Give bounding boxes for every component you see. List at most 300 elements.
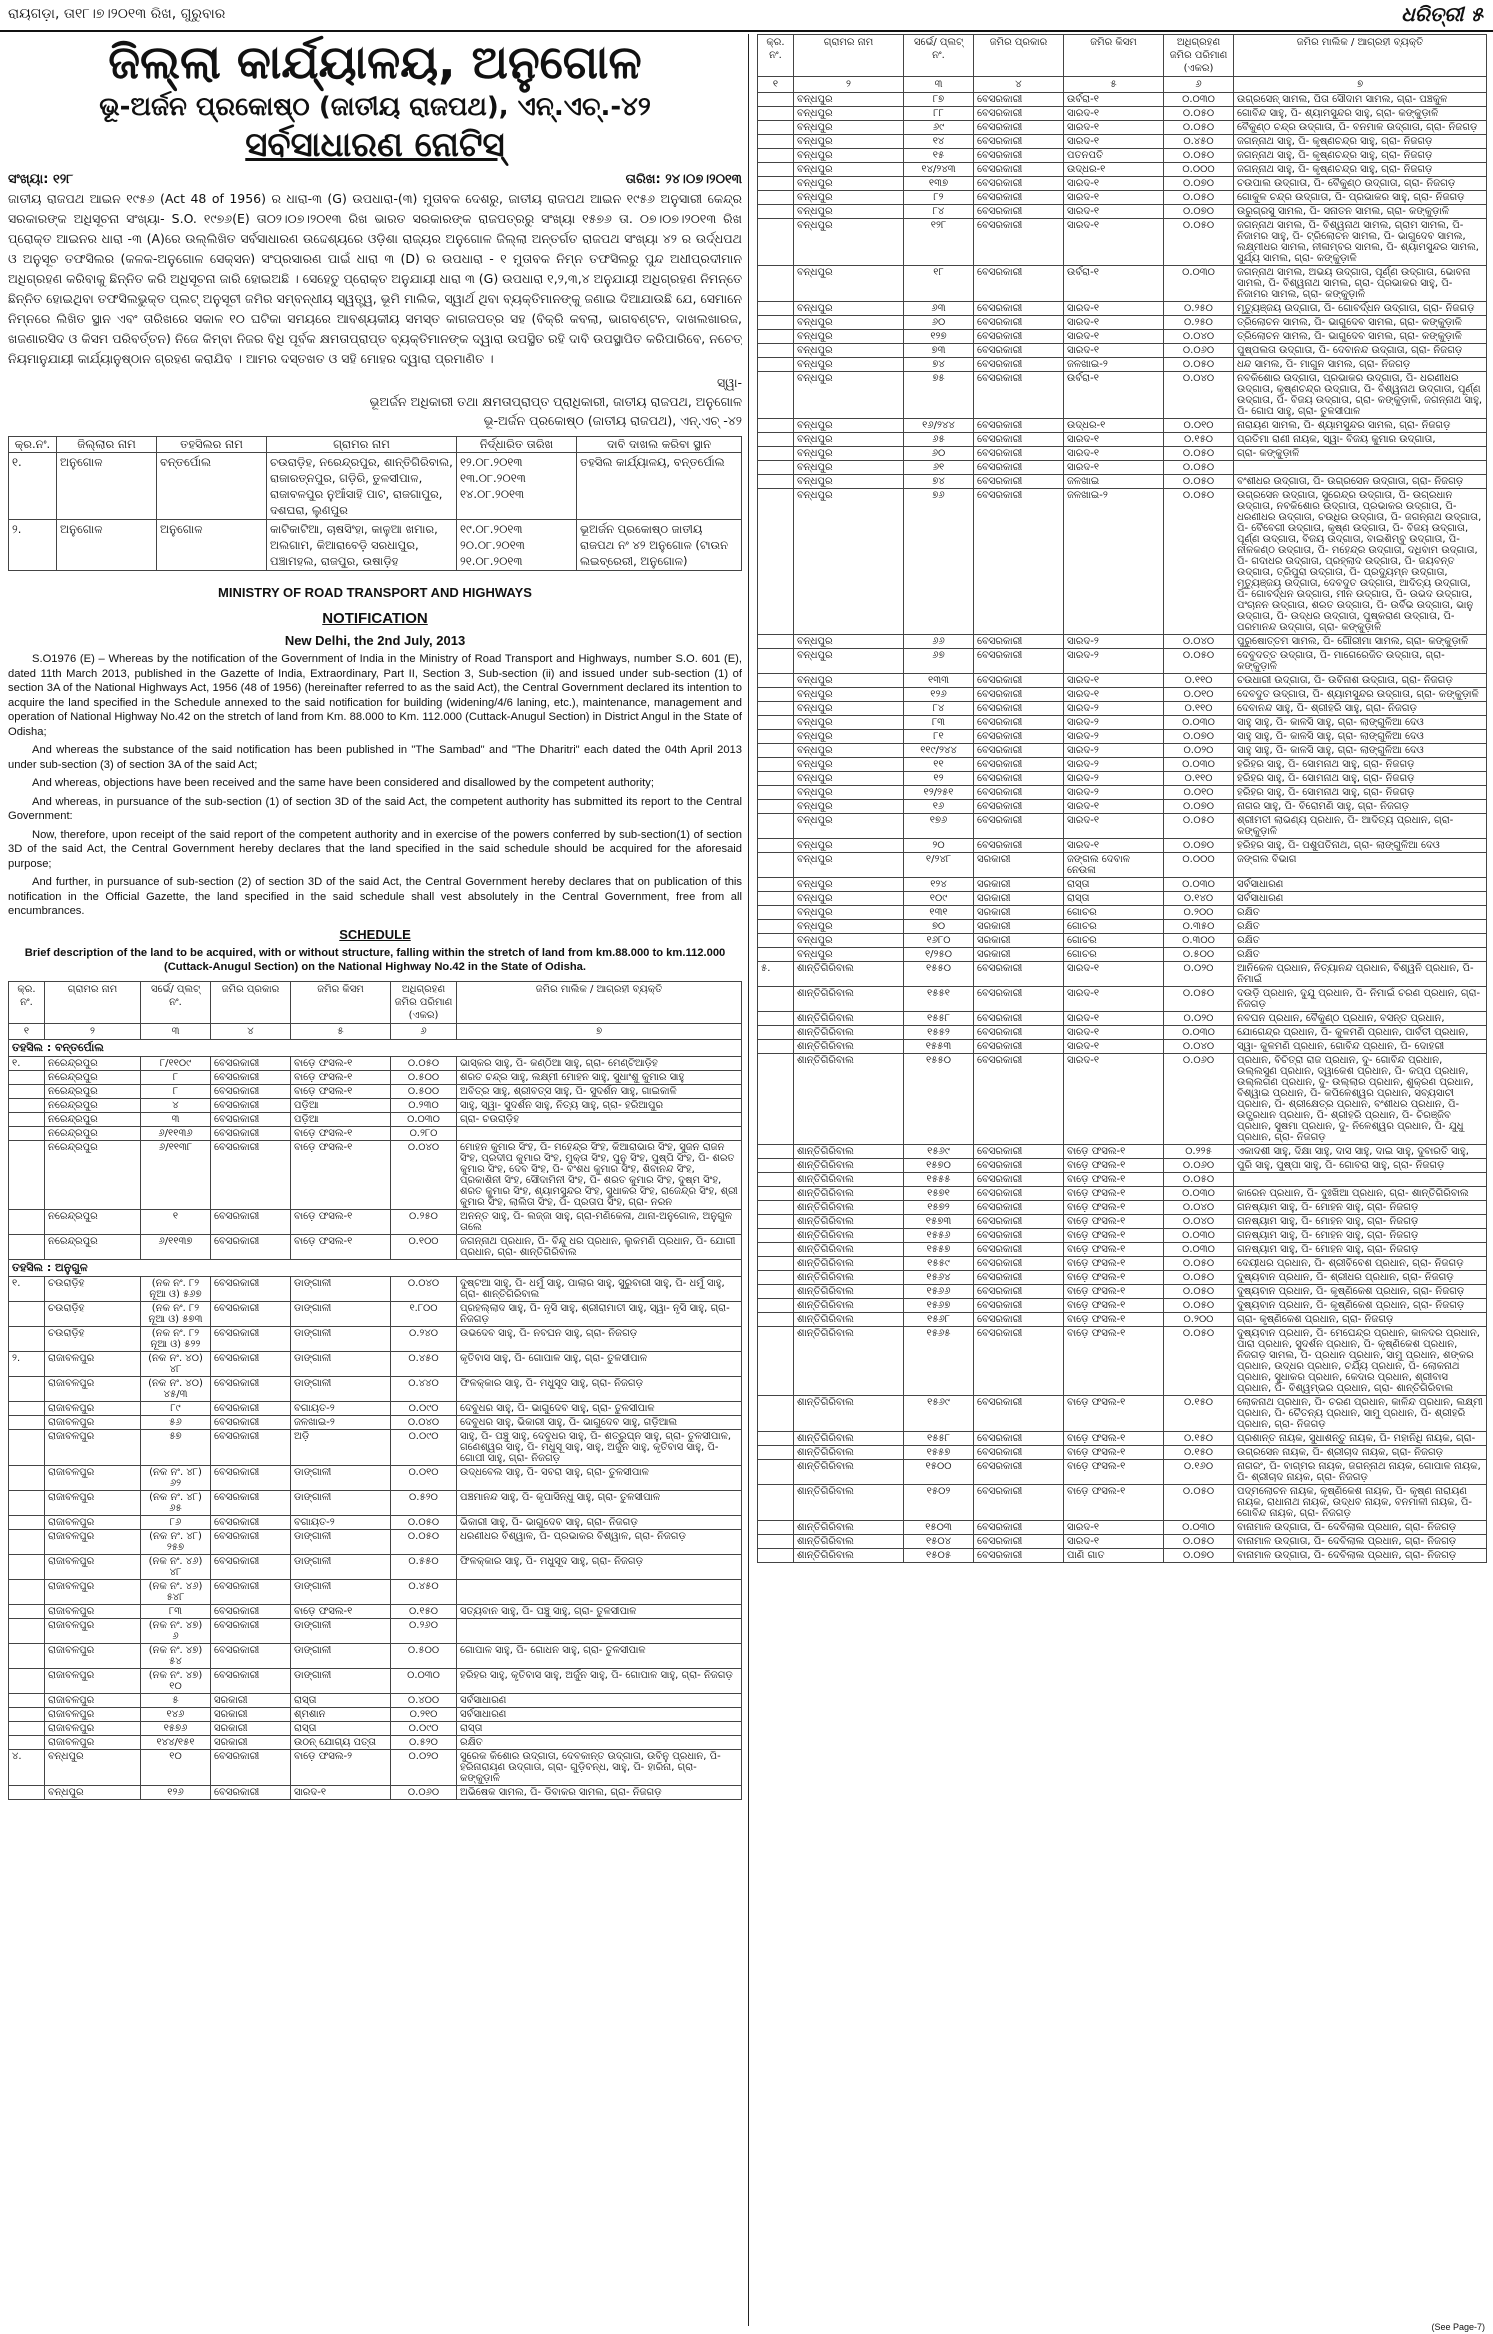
table-row: [758, 744, 1487, 758]
schedule-cell: ୦.୪୫୦: [391, 1351, 457, 1376]
schedule-cell: (ନକ ନଂ. ୪୦) ୪୮: [141, 1351, 211, 1376]
continuation-note: (See Page-7): [1431, 2322, 1485, 2332]
schedule-cell: [758, 1485, 794, 1521]
schedule-cell: ୧୮: [904, 266, 974, 302]
schedule-cell: ୪.: [9, 1749, 45, 1785]
schedule-cell: ବାଡ଼େ ଫସଲ-୧: [1064, 1327, 1164, 1396]
schedule-cell: [758, 892, 794, 906]
schedule-cell: ୧୩୩: [904, 674, 974, 688]
schedule-cell: ରାସ୍ତା: [1064, 878, 1164, 892]
schedule-cell: ସାହୁ ସାହୁ, ପି- କାଳସି ସାହୁ, ଗ୍ରା- ଲାଙ୍ଗୁଳିଆ ଦେଓ: [1234, 730, 1487, 744]
schedule-cell: ୪: [141, 1098, 211, 1112]
schedule-cell: ଚଉରାଡ଼ିହ: [45, 1301, 141, 1326]
schedule-cell: [9, 1126, 45, 1140]
schedule-cell: ବେସରକାରୀ: [211, 1643, 291, 1668]
table-row: [9, 1618, 742, 1643]
schedule-cell: ଦେବାନନ୍ଦ ସାହୁ, ପି- ଶ୍ରୀହରି ସାହୁ, ଗ୍ରା- ନିଜଗଡ଼: [1234, 702, 1487, 716]
schedule-cell: ବନ୍ଧପୁର: [794, 177, 904, 191]
schedule-cell: ସାରଦ-୨: [1064, 772, 1164, 786]
schedule-cell: ଗୋଚର: [1064, 934, 1164, 948]
schedule-cell: ବନ୍ଧପୁର: [794, 149, 904, 163]
table-row: [758, 987, 1487, 1012]
schedule-cell: ରାଜାବଳପୁର: [45, 1401, 141, 1415]
schedule-cell: [758, 702, 794, 716]
camp-cell: ୧୯.୦୮.୨୦୧୩ ୨୦.୦୮.୨୦୧୩ ୨୧.୦୮.୨୦୧୩: [457, 520, 577, 571]
schedule-cell: ୮୪: [904, 205, 974, 219]
schedule-cell: ଡାଙ୍ଗାଳୀ: [291, 1643, 391, 1668]
table-row: [758, 489, 1487, 635]
schedule-cell: [758, 649, 794, 674]
schedule-cell: (ନକ ନଂ. ୪୦) ୪୫/୩: [141, 1376, 211, 1401]
schedule-cell: ୧୫: [904, 149, 974, 163]
schedule-cell: [758, 1535, 794, 1549]
schedule-header-cell: ଜମିର ପ୍ରକାର: [211, 981, 291, 1023]
table-row: [758, 839, 1487, 853]
schedule-cell: ନରେନ୍ଦ୍ରପୁର: [45, 1056, 141, 1070]
table-row: [9, 1693, 742, 1707]
schedule-cell: ବାଡ଼େ ଫସଲ-୧: [291, 1084, 391, 1098]
table-row: [758, 1485, 1487, 1521]
schedule-cell: (ନକ ନଂ. ୪୬) ୪୮: [141, 1554, 211, 1579]
schedule-cell: ୦.୦୩୦: [1164, 93, 1234, 107]
schedule-cell: ୦.୨୮୦: [391, 1126, 457, 1140]
schedule-cell: ଡାଙ୍ଗାଳୀ: [291, 1490, 391, 1515]
schedule-cell: ୦.୦୪୦: [391, 1276, 457, 1301]
schedule-cell: ଶାନ୍ତିଗିରିବାଲ: [794, 1485, 904, 1521]
schedule-cell: ସାରଦ-୧: [1064, 1012, 1164, 1026]
schedule-header-cell: କ୍ର. ନଂ.: [9, 981, 45, 1023]
schedule-cell: ଶାନ୍ତିଗିରିବାଲ: [794, 1327, 904, 1396]
schedule-cell: ବେସରକାରୀ: [974, 121, 1064, 135]
table-row: [9, 1415, 742, 1429]
schedule-cell: ରାଜାବଳପୁର: [45, 1604, 141, 1618]
schedule-cell: ବେସରକାରୀ: [974, 1271, 1064, 1285]
table-row: [758, 730, 1487, 744]
schedule-cell: ଶାନ୍ତିଗିରିବାଲ: [794, 987, 904, 1012]
schedule-cell: ଜଙ୍ଗଲ ଦେବାଳ ନେଉଳା: [1064, 853, 1164, 878]
schedule-cell: ବେସରକାରୀ: [974, 1549, 1064, 1563]
schedule-cell: ବନ୍ଧପୁର: [794, 948, 904, 962]
schedule-cell: ଡାଙ୍ଗାଳୀ: [291, 1301, 391, 1326]
table-row: [9, 1785, 742, 1799]
schedule-cell: ୦.୦୩୦: [391, 1668, 457, 1693]
schedule-cell: [758, 1012, 794, 1026]
schedule-cell: ରାଜାବଳପୁର: [45, 1579, 141, 1604]
schedule-cell: ନବକିଶୋର ଉଦ୍ଗାତା, ପ୍ରଭାକର ଉଦ୍ଗାତା, ପି- ଧରଣୀଧର ଉଦ୍ଗାତା, କୃଷ୍ଣଚନ୍ଦ୍ର ଉଦ୍ଗାତା, ପି- ବିଶ୍ୱନାଥ ଉଦ୍ଗାତା, ପୂର୍ଣ୍ଣ ଉଦ୍ଗାତା, ପି- ବିଜୟ ଉଦ୍ଗାତା, ଗ୍ରା- କଙ୍କୁଡ଼ାଳି, ଜଗନ୍ନାଥ ସାହୁ, ପି- ଗୋପ ସାହୁ, ଗ୍ରା- ତୁଳସୀପାଳ: [1234, 372, 1487, 419]
schedule-cell: ସାରଦ-୧: [1064, 674, 1164, 688]
schedule-cell: ଅବିତ୍ର ସାହୁ, ଶ୍ରୀବତ୍ସ ସାହୁ, ପି- ସୁଦର୍ଶନ ସାହୁ, ଗାଇକାଳି: [457, 1084, 742, 1098]
schedule-cell: ୦.୦୪୦: [1164, 635, 1234, 649]
schedule-cell: ସାରଦ-୧: [1064, 219, 1164, 266]
schedule-cell: ୦.୧୧୦: [1164, 674, 1234, 688]
schedule-cell: ବାନାମାଳ ଉଦ୍ଗାତା, ପି- ଦେବିଲାଲ ପ୍ରଧାନ, ଗ୍ରା- ନିଜଗଡ଼: [1234, 1535, 1487, 1549]
schedule-cell: ଶାନ୍ତିଗିରିବାଲ: [794, 1054, 904, 1145]
schedule-cell: ସରକାରୀ: [974, 892, 1064, 906]
schedule-cell: ୧୫୫୭: [904, 1243, 974, 1257]
schedule-cell: ୦.୦୩୦: [391, 1112, 457, 1126]
schedule-cell: ବନ୍ଧପୁର: [794, 330, 904, 344]
schedule-cell: ପୁଷ୍ପଲତା ଉଦ୍ଗାତା, ପି- ଦେବାନନ୍ଦ ଉଦ୍ଗାତା, ଗ୍ରା- ନିଜଗଡ଼: [1234, 344, 1487, 358]
schedule-cell: ବାଡ଼େ ଫସଲ-୧: [1064, 1446, 1164, 1460]
schedule-cell: (ନକ ନଂ. ୪୮) ୬୫: [141, 1490, 211, 1515]
schedule-cell: (ନକ ନଂ. ୪୭) ୬: [141, 1618, 211, 1643]
schedule-cell: [758, 475, 794, 489]
schedule-cell: ବେସରକାରୀ: [974, 649, 1064, 674]
schedule-cell: ବନ୍ଧପୁର: [794, 702, 904, 716]
schedule-cell: ଶାନ୍ତିଗିରିବାଲ: [794, 962, 904, 987]
schedule-cell: ୧୦୯: [904, 892, 974, 906]
schedule-cell: [9, 1735, 45, 1749]
schedule-header-cell: କ୍ର. ନଂ.: [758, 35, 794, 77]
schedule-column-numbers: [758, 77, 1487, 93]
signature-block: [8, 373, 742, 430]
schedule-cell: [758, 1201, 794, 1215]
schedule-cell: ବେସରକାରୀ: [974, 107, 1064, 121]
schedule-cell: ୦.୦୫୦: [1164, 107, 1234, 121]
schedule-cell: ୧୫୭୩: [904, 1215, 974, 1229]
schedule-cell: [758, 149, 794, 163]
schedule-cell: (ନକ ନଂ. ୮୨ ନୂଆ ଓ) ୫୬୭: [141, 1276, 211, 1301]
schedule-cell: ବେସରକାରୀ: [211, 1351, 291, 1376]
schedule-cell: ଚଉଧାରୀ ଉଦ୍ଗାତା, ପି- ଉବିନାଶ ଉଦ୍ଗାତା, ଗ୍ରା- ନିଜଗଡ଼: [1234, 674, 1487, 688]
schedule-cell: ବନ୍ଧପୁର: [794, 461, 904, 475]
table-row: [758, 920, 1487, 934]
schedule-cell: [9, 1604, 45, 1618]
table-row: [758, 1271, 1487, 1285]
schedule-cell: ୫: [141, 1693, 211, 1707]
schedule-cell: ଗୋଚର: [1064, 920, 1164, 934]
schedule-column-numbers: [9, 1023, 742, 1039]
schedule-cell: ଶରତ ଚନ୍ଦ୍ର ସାହୁ, ଲକ୍ଷ୍ମୀ ମୋହନ ସାହୁ, ସୁଧାଂଶୁ କୁମାର ସାହୁ: [457, 1070, 742, 1084]
table-row: [758, 302, 1487, 316]
schedule-header-cell: ଗ୍ରାମର ନାମ: [794, 35, 904, 77]
table-row: [758, 934, 1487, 948]
schedule-cell: ୦.୫୨୦: [391, 1735, 457, 1749]
schedule-cell: [9, 1643, 45, 1668]
schedule-cell: [457, 1618, 742, 1643]
schedule-cell: ରାସ୍ତା: [457, 1721, 742, 1735]
schedule-cell: ୦.୦୬୦: [1164, 1054, 1234, 1145]
schedule-cell: [758, 920, 794, 934]
schedule-cell: ବାଡ଼େ ଫସଲ-୧: [1064, 1243, 1164, 1257]
table-row: [9, 1276, 742, 1301]
column-divider: [748, 34, 749, 2326]
schedule-cell: ୧୫୦୫: [904, 1549, 974, 1563]
schedule-cell: ୦.୦୭୦: [1164, 800, 1234, 814]
schedule-cell: [9, 1693, 45, 1707]
schedule-cell: ଡାଙ୍ଗାଳୀ: [291, 1618, 391, 1643]
notification-paragraph: S.O1976 (E) – Whereas by the notification of the Government of India in the Ministry of Road Transport and Highways, number S.O. 601 (E), dated 11th March 2013, published in the Gazette of India, Extraordinary, Part II, Section 3, Sub-section (ii) and issued under sub-section (1) of section 3A of the National Highways Act, 1956 (48 of 1956) (hereinafter referred to as the said Act), the Central Government declared its intention to acquire the land specified in the Schedule annexed to the said notification for building (widening/4/6 laning, etc.), maintenance, management and operation of National Highway No.42 on the stretch of land from Km. 88.000 to Km. 112.000 (Cuttack-Anugul Section) in District Angul in the State of Odisha;: [8, 653, 742, 738]
table-row: [758, 149, 1487, 163]
table-row: [758, 177, 1487, 191]
schedule-cell: ୦.୧୫୦: [1164, 1396, 1234, 1432]
table-row: [758, 419, 1487, 433]
schedule-cell: [758, 1285, 794, 1299]
office-title: ଜିଲ୍ଲା କାର୍ଯ୍ୟାଳୟ, ଅନୁଗୋଳ: [108, 35, 642, 89]
schedule-cell: ୧୫୦୪: [904, 1535, 974, 1549]
schedule-cell: [758, 934, 794, 948]
schedule-cell: ସତ୍ୟବାନ ସାହୁ, ପି- ପଞ୍ଚୁ ସାହୁ, ଗ୍ରା- ତୁଳସୀପାଳ: [457, 1604, 742, 1618]
schedule-cell: ବେସରକାରୀ: [974, 1159, 1064, 1173]
table-row: [758, 191, 1487, 205]
schedule-body-right: [758, 93, 1487, 1563]
table-row: [758, 1012, 1487, 1026]
schedule-cell: ବାଡ଼େ ଫସଲ-୧: [1064, 1396, 1164, 1432]
schedule-cell: ଭାସ୍କର ସାହୁ, ପି- କଣ୍ଠିଆ ସାହୁ, ଗ୍ରା- ମେଣ୍ଟିଆଡ଼ିହ: [457, 1056, 742, 1070]
schedule-cell: ୧୫୭୨: [904, 1201, 974, 1215]
schedule-cell: ଦେବୁଦତ୍ତ ଉଦ୍ଗାତା, ପି- ମାଗେରେଜିତ ଉଦ୍ଗାତା, ଗ୍ରା- କଙ୍କୁଡ଼ାଳି: [1234, 649, 1487, 674]
schedule-cell: ବାଡ଼େ ଫସଲ-୨: [291, 1749, 391, 1785]
table-row: [758, 1327, 1487, 1396]
schedule-cell: [9, 1326, 45, 1351]
schedule-cell: ବନ୍ଧପୁର: [794, 489, 904, 635]
schedule-cell: ବେସରକାରୀ: [974, 461, 1064, 475]
schedule-cell: ୧୫୦୩: [904, 1521, 974, 1535]
schedule-cell: ୦.୦୫୦: [1164, 358, 1234, 372]
schedule-cell: ନବଘନ ପ୍ରଧାନ, ବୈକୁଣ୍ଠ ପ୍ରଧାନ, ବସନ୍ତ ପ୍ରଧାନ,: [1234, 1012, 1487, 1026]
schedule-cell: ଡାଙ୍ଗାଳୀ: [291, 1326, 391, 1351]
table-row: [9, 1643, 742, 1668]
schedule-cell: ଗୋଚର: [1064, 906, 1164, 920]
reference-line: [8, 172, 742, 187]
notification-paragraph: And further, in pursuance of sub-section (2) of section 3D of the said Act, the Central Government hereby declares that on publication of this notification in the Official Gazette, the land specified in the said schedule shall vest absolutely in the Central Government, free from all encumbrances.: [8, 876, 742, 917]
schedule-cell: ଦୁଷ୍ୟବାନ ପ୍ରଧାନ, ପି- ମେଘେନ୍ଦ୍ର ପ୍ରଧାନ, କାଳଦର ପ୍ରଧାନ, ପାରା ପ୍ରଧାନ, ସୁଦର୍ଶନ ପ୍ରଧାନ, ପି- କୃଷ୍ଣିକେଶ ପ୍ରଧାନ, ନିଜଗଡ଼ ସାମଲ, ପି- ପ୍ରଧାନ ପ୍ରଧାନ, ସାମୁ ପ୍ରଧାନ, ଶଙ୍କର ପ୍ରଧାନ, ଉଦ୍ଧର ପ୍ରଧାନ, ଚର୍ଯ୍ୟି ପ୍ରଧାନ, ପି- ଲୋକନାଥ ପ୍ରଧାନ, ସୁଧାକର ପ୍ରଧାନ, କେଦାର ପ୍ରଧାନ, ଶ୍ରୀବାସ ପ୍ରଧାନ, ପି- ବିଶ୍ୱମ୍ଭର ପ୍ରଧାନ, ଗ୍ରା- ଶାନ୍ତିଗିରିବାଲ: [1234, 1327, 1487, 1396]
schedule-cell: ଉଦ୍ଧର-୧: [1064, 163, 1164, 177]
schedule-cell: [9, 1721, 45, 1735]
schedule-cell: [758, 730, 794, 744]
schedule-cell: ବନ୍ଧପୁର: [794, 205, 904, 219]
schedule-cell: ପ୍ରହଲ୍ଲାଦ ସାହୁ, ପି- ନୃସି ସାହୁ, ଶ୍ରୀରାମାତୀ ସାହୁ, ସ୍ୱା- ନୃସି ସାହୁ, ଗ୍ରା- ନିଜଗଡ଼: [457, 1301, 742, 1326]
schedule-cell: ରକ୍ଷିତ: [1234, 948, 1487, 962]
schedule-cell: ବେସରକାରୀ: [974, 800, 1064, 814]
schedule-cell: [9, 1465, 45, 1490]
schedule-cell: (ନକ ନଂ. ୪୭) ୫୪: [141, 1643, 211, 1668]
schedule-cell: ୦.୦୫୦: [1164, 1535, 1234, 1549]
schedule-cell: ୧୫୬୪: [904, 1271, 974, 1285]
schedule-column-number: ୬: [1164, 77, 1234, 93]
schedule-cell: [758, 372, 794, 419]
schedule-cell: ଗନଷ୍ୟାମ ସାହୁ, ପି- ମୋହନ ସାହୁ, ଗ୍ରା- ନିଜଗଡ଼: [1234, 1229, 1487, 1243]
table-row: [758, 1535, 1487, 1549]
schedule-cell: ବନ୍ଧପୁର: [794, 853, 904, 878]
schedule-cell: ୦.୦୫୦: [1164, 475, 1234, 489]
schedule-cell: ବେସରକାରୀ: [974, 1299, 1064, 1313]
camp-table-header: [9, 437, 742, 453]
schedule-cell: [9, 1415, 45, 1429]
table-row: [758, 962, 1487, 987]
schedule-cell: ପ୍ରଧାନ, ବିଚିତ୍ରା ରାଜ ପ୍ରଧାନ, ଦୁ- ଗୋବିନ୍ଦ ପ୍ରଧାନ, ଉଲ୍ଲସୁଣ ପ୍ରଧାନ, ଦ୍ୱାକେଶ ପ୍ରଧାନ, ପି- କପ୍ପ ପ୍ରଧାନ, ଉଲ୍ଲଗଣ ପ୍ରଧାନ, ଦୁ- ଉଲ୍ଲାର ପ୍ରଧାନ, ଶୁକ୍ରଣ ପ୍ରଧାନ, ବିଶ୍ୱାଇ ପ୍ରଧାନ, ପି- କପିଳେଶ୍ୱର ପ୍ରଧାନ, ସବ୍ୟସାଚୀ ପ୍ରଧାନ, ପି- ଶ୍ରୀକ୍ଷେତ୍ର ପ୍ରଧାନ, ବଂଶୀଧର ପ୍ରଧାନ, ପି- ଉତ୍ପ୍ରଧାନ ପ୍ରଧାନ, ପି- ଶ୍ରୀହରି ପ୍ରଧାନ, ପି- ଚିରଞ୍ଜିବ ପ୍ରଧାନ, ସୁଷମା ପ୍ରଧାନ, ଦୁ- ନିଳେଶ୍ୱର ପ୍ରଧାନ, ପି- ଯୁଧୁ ପ୍ରଧାନ, ଗ୍ରା- ନିଜଗଡ଼: [1234, 1054, 1487, 1145]
table-row: [758, 786, 1487, 800]
schedule-cell: ୦.୨୫୦: [1164, 316, 1234, 330]
schedule-cell: ରାଜାବଳପୁର: [45, 1490, 141, 1515]
schedule-cell: ଦେବୁଧର ସାହୁ, ପି- ଭାଗୁଦେବ ସାହୁ, ଗ୍ରା- ତୁଳସୀପାଳ: [457, 1401, 742, 1415]
camp-cell: ଚଉରାଡ଼ିହ, ନରେନ୍ଦ୍ରପୁର, ଶାନ୍ତିଗିରିବାଲ, ରାଜାରତ୍ନପୁର, ଗଡ଼ିରି, ତୁଳସୀପାଳ, ରାଜାବଳପୁର ନୁଆଁସାହି ପାଟ, ରାଜଗାପୁର, ଦଶଘରା, ଲୁଣପୁର: [267, 453, 457, 520]
schedule-cell: ୧୫୫୫: [904, 1173, 974, 1187]
table-row: [758, 892, 1487, 906]
schedule-cell: ବେସରକାରୀ: [974, 1432, 1064, 1446]
schedule-cell: ଉର୍ବରା-୧: [1064, 93, 1164, 107]
schedule-cell: କୃତିବାସ ସାହୁ, ପି- ଗୋପାଳ ସାହୁ, ଗ୍ରା- ତୁଳସୀପାଳ: [457, 1351, 742, 1376]
schedule-cell: ୦.୦୩୦: [1164, 1187, 1234, 1201]
schedule-cell: ବେସରକାରୀ: [974, 772, 1064, 786]
schedule-cell: ବେସରକାରୀ: [211, 1668, 291, 1693]
schedule-cell: ୧୫୬୬: [904, 1285, 974, 1299]
schedule-cell: ୬/୧୧୩୮: [141, 1140, 211, 1209]
schedule-cell: ବନ୍ଧପୁର: [794, 344, 904, 358]
schedule-cell: ୬୫: [904, 433, 974, 447]
schedule-cell: ୮୪: [904, 702, 974, 716]
schedule-cell: ଶାନ୍ତିଗିରିବାଲ: [794, 1285, 904, 1299]
schedule-cell: ୧୫୫୯: [904, 1257, 974, 1271]
camp-header-cell: କ୍ର.ନଂ.: [9, 437, 57, 453]
schedule-cell: [758, 461, 794, 475]
schedule-cell: ୧/୨୪୮: [904, 853, 974, 878]
schedule-cell: ୫୬: [141, 1415, 211, 1429]
schedule-cell: ବେସରକାରୀ: [974, 149, 1064, 163]
schedule-cell: ସାରଦ-୧: [291, 1785, 391, 1799]
schedule-cell: ଉଗ୍ରସେନ୍ ସାମଲ, ପିତା ସୌଦାମ ସାମଲ, ଗ୍ରା- ପଞ୍ଚକୁଳ: [1234, 93, 1487, 107]
schedule-cell: ରାଜାବଳପୁର: [45, 1668, 141, 1693]
schedule-cell: ରାଜାବଳପୁର: [45, 1529, 141, 1554]
schedule-cell: ଦେବଦୁତ ଉଦ୍ଗାତା, ପି- ଶ୍ୟାମସୁନ୍ଦର ଉଦ୍ଗାତା, ଗ୍ରା- କଙ୍କୁଡ଼ାଳି: [1234, 688, 1487, 702]
schedule-cell: [9, 1490, 45, 1515]
schedule-cell: ରକ୍ଷିତ: [1234, 934, 1487, 948]
schedule-cell: ୦.୦୯୦: [391, 1401, 457, 1415]
table-row: [9, 1515, 742, 1529]
schedule-cell: ବେସରକାରୀ: [974, 330, 1064, 344]
schedule-cell: ବଂଶୀଧର ଉଦ୍ଗାତା, ପି- ଉଗ୍ରସେନ ଉଦ୍ଗାତା, ଗ୍ରା- ନିଜଗଡ଼: [1234, 475, 1487, 489]
schedule-cell: ୭୪: [904, 358, 974, 372]
schedule-cell: ୦.୦୧୦: [391, 1465, 457, 1490]
table-row: [9, 1234, 742, 1259]
schedule-cell: ରାସ୍ତା: [291, 1693, 391, 1707]
signature-line: ଭୂଅର୍ଜନ ଅଧିକାରୀ ତଥା କ୍ଷମତାପ୍ରାପ୍ତ ପ୍ରାଧିକାରୀ, ଜାତୀୟ ରାଜପଥ, ଅନୁଗୋଳ: [369, 394, 742, 409]
table-row: [758, 1299, 1487, 1313]
schedule-cell: [758, 1187, 794, 1201]
camp-header-cell: ଦାବି ଦାଖଲ କରିବା ସ୍ଥାନ: [577, 437, 742, 453]
table-row: [9, 1707, 742, 1721]
schedule-cell: ୧୫୦୦: [904, 1460, 974, 1485]
schedule-cell: ବେସରକାରୀ: [974, 987, 1064, 1012]
schedule-cell: ବେସରକାରୀ: [211, 1234, 291, 1259]
schedule-cell: ୧୫୫୩: [904, 1040, 974, 1054]
table-row: [758, 135, 1487, 149]
schedule-cell: (ନକ ନଂ. ୮୨ ନୂଆ ଓ) ୫୭୩: [141, 1301, 211, 1326]
schedule-cell: ଦେୟୀଧର ପ୍ରଧାନ, ପି- ଶ୍ରୀବିବେଶ ପ୍ରଧାନ, ଗ୍ରା- ନିଜଗଡ଼: [1234, 1257, 1487, 1271]
schedule-cell: ସାରଦ-୧: [1064, 800, 1164, 814]
schedule-cell: ବାଡ଼େ ଫସଲ-୧: [1064, 1271, 1164, 1285]
schedule-cell: ରକ୍ଷିତ: [1234, 920, 1487, 934]
schedule-cell: ଉଦ୍ଧର-୧: [1064, 419, 1164, 433]
camp-cell: ଅନୁଗୋଳ: [57, 520, 157, 571]
schedule-cell: ୧୫୬୭: [904, 1299, 974, 1313]
schedule-cell: [758, 191, 794, 205]
schedule-cell: ୦.୦୫୦: [1164, 461, 1234, 475]
table-row: [758, 1313, 1487, 1327]
table-row: [9, 1326, 742, 1351]
schedule-cell: ବାଡ଼େ ଫସଲ-୧: [1064, 1215, 1164, 1229]
schedule-cell: ଶାନ୍ତିଗିରିବାଲ: [794, 1040, 904, 1054]
schedule-cell: ରାଜାବଳପୁର: [45, 1618, 141, 1643]
schedule-cell: ବନ୍ଧପୁର: [794, 920, 904, 934]
schedule-cell: ଉର୍ବରା-୧: [1064, 266, 1164, 302]
schedule-cell: ନରେନ୍ଦ୍ରପୁର: [45, 1070, 141, 1084]
schedule-cell: [758, 1173, 794, 1187]
schedule-cell: ୮୨: [904, 191, 974, 205]
schedule-cell: [758, 163, 794, 177]
schedule-cell: ୧୨୭: [904, 330, 974, 344]
schedule-cell: ସରକାରୀ: [211, 1693, 291, 1707]
schedule-cell: [758, 1040, 794, 1054]
schedule-cell: ୦.୫୫୦: [391, 1554, 457, 1579]
table-row: [758, 433, 1487, 447]
page-header-date: ରାୟଗଡ଼ା, ତା୧୮।୭।୨୦୧୩ ରିଖ, ଗୁରୁବାର: [8, 6, 226, 22]
table-row: [9, 1668, 742, 1693]
schedule-cell: ୧୫୫୮: [904, 1012, 974, 1026]
schedule-cell: [758, 948, 794, 962]
schedule-cell: ୨୦: [904, 839, 974, 853]
schedule-cell: ଗୋକୁଳ ଚନ୍ଦ୍ର ଉଦ୍ଗାତା, ପି- ପ୍ରଭାକର ସାହୁ, ଗ୍ରା- ନିଜଗଡ଼: [1234, 191, 1487, 205]
table-row: [758, 475, 1487, 489]
schedule-cell: ବନ୍ଧପୁର: [794, 219, 904, 266]
camp-cell: ଅନୁଗୋଳ: [57, 453, 157, 520]
table-row: [758, 1229, 1487, 1243]
schedule-cell: ଜଗନ୍ନାଥ ପ୍ରଧାନ, ପି- ବିନ୍ଦୁ ଧର ପ୍ରଧାନ, ଲୁକମଣି ପ୍ରଧାନ, ପି- ଯୋଗୀ ପ୍ରଧାନ, ଗ୍ରା- ଶାନ୍ତିଗିରିବାଲ: [457, 1234, 742, 1259]
table-row: [758, 1026, 1487, 1040]
schedule-cell: ବନ୍ଧପୁର: [794, 433, 904, 447]
schedule-cell: ୦.୦୫୦: [391, 1056, 457, 1070]
schedule-cell: [758, 447, 794, 461]
schedule-cell: ସାରଦ-୧: [1064, 814, 1164, 839]
reference-number: ସଂଖ୍ୟା: ୧୨୮: [8, 172, 73, 187]
schedule-cell: ୦.୦୪୦: [1164, 330, 1234, 344]
schedule-header-cell: ଅଧିଗ୍ରହଣ ଜମିର ପରିମାଣ (ଏକର): [1164, 35, 1234, 77]
schedule-header-cell: ଜମିର କିସମ: [1064, 35, 1164, 77]
schedule-cell: ୧୩୧: [904, 906, 974, 920]
table-row: [758, 772, 1487, 786]
schedule-cell: ଜଗନ୍ନାଥ ସାହୁ, ପି- କୃଷ୍ଣଚନ୍ଦ୍ର ସାହୁ, ଗ୍ରା- ନିଜଗଡ଼: [1234, 149, 1487, 163]
schedule-cell: ୦.୪୫୦: [1164, 135, 1234, 149]
schedule-cell: ୧୨୬: [904, 688, 974, 702]
schedule-cell: ବେସରକାରୀ: [211, 1112, 291, 1126]
schedule-cell: ୧୫୫୦: [904, 962, 974, 987]
schedule-cell: [758, 1159, 794, 1173]
schedule-cell: ବେସରକାରୀ: [974, 1257, 1064, 1271]
schedule-cell: [758, 219, 794, 266]
schedule-cell: ସାରଦ-୧: [1064, 330, 1164, 344]
schedule-cell: ବାଡ଼େ ଫସଲ-୧: [1064, 1145, 1164, 1159]
schedule-cell: ୦.୫୦୦: [391, 1643, 457, 1668]
schedule-cell: ନାଗରଂ, ପି- ବାଗ୍ମର ନାୟକ, ଜଗନ୍ନାଥ ନାୟକ, ଗୋପାଳ ନାୟକ, ପି- ଶ୍ରୀଚାଦ ନାୟକ, ଗ୍ରା- ନିଜଗଡ଼: [1234, 1460, 1487, 1485]
schedule-cell: ୦.୦୫୦: [1164, 1257, 1234, 1271]
schedule-cell: ବନ୍ଧପୁର: [794, 892, 904, 906]
schedule-cell: ସାରଦ-୧: [1064, 316, 1164, 330]
table-row: [9, 1465, 742, 1490]
schedule-cell: ୮୯: [141, 1401, 211, 1415]
schedule-column-number: ୫: [1064, 77, 1164, 93]
schedule-cell: ବେସରକାରୀ: [211, 1429, 291, 1465]
schedule-cell: ବେସରକାରୀ: [974, 135, 1064, 149]
schedule-cell: ଶ୍ରୀମତୀ ଲାଭଣ୍ୟ ପ୍ରଧାନ, ପି- ଆଦିତ୍ୟ ପ୍ରଧାନ, ଗ୍ରା- କଙ୍କୁଡ଼ାଳି: [1234, 814, 1487, 839]
schedule-cell: [9, 1401, 45, 1415]
schedule-cell: ୦.୦୩୦: [1164, 1243, 1234, 1257]
schedule-cell: ନରେନ୍ଦ୍ରପୁର: [45, 1126, 141, 1140]
schedule-cell: [758, 906, 794, 920]
schedule-cell: କାରେନ ପ୍ରଧାନ, ପି- ଦୁଃଖିଆ ପ୍ରଧାନ, ଗ୍ରା- ଶାନ୍ତିଗିରିବାଲ: [1234, 1187, 1487, 1201]
schedule-cell: ସରକାରୀ: [974, 920, 1064, 934]
schedule-cell: ୮୩: [904, 716, 974, 730]
schedule-cell: ଜଳଖାଇ: [1064, 475, 1164, 489]
